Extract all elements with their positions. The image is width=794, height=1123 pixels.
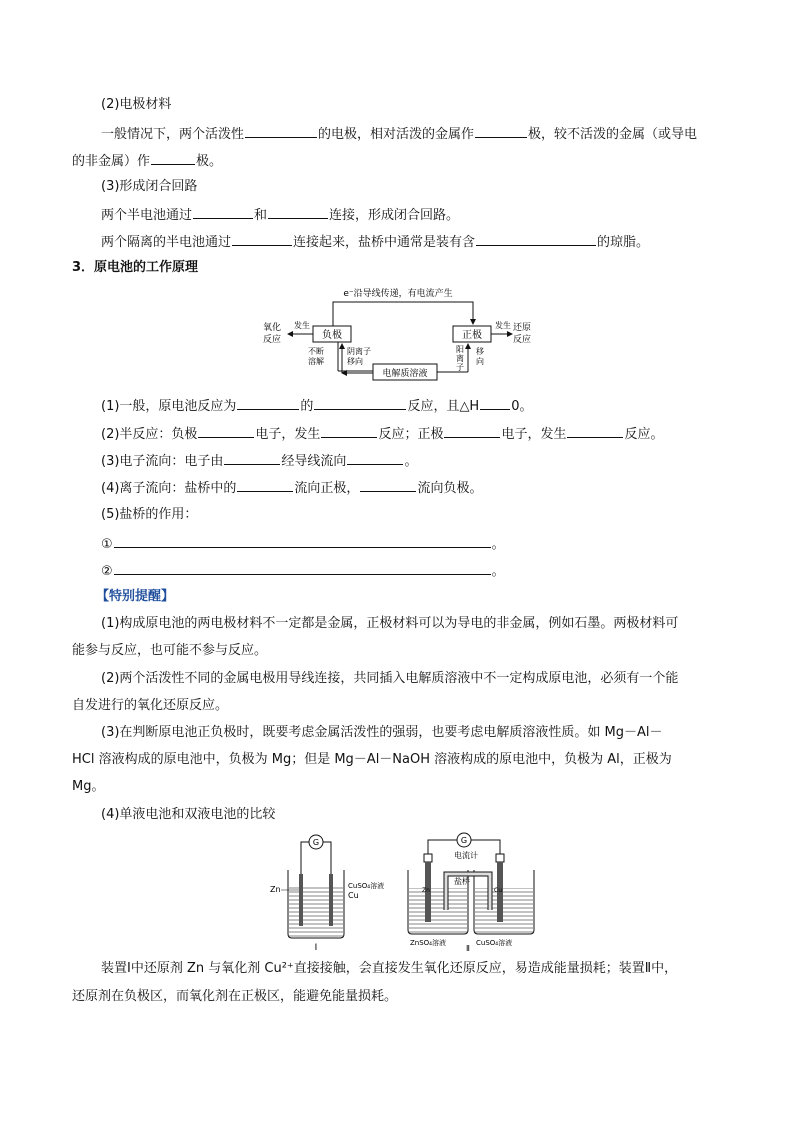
conclusion-line-1: 装置Ⅰ中还原剂 Zn 与氧化剂 Cu²⁺直接接触，会直接发生氧化还原反应，易造成能量损耗；装置Ⅱ中， [101, 961, 678, 976]
cation-label-2: 离 [456, 354, 464, 363]
fill-blank[interactable] [476, 232, 596, 246]
tip-2-line-2: 自发进行的氧化还原反应。 [72, 698, 229, 713]
tip-1-line-2: 能参与反应，也可能不参与反应。 [72, 643, 268, 658]
occur-right-label: 发生 [495, 321, 511, 330]
paragraph-circuit-line2: 两个隔离的半电池通过 连接起来，盐桥中通常是装有含 的琼脂。 [101, 232, 649, 252]
fill-blank[interactable] [347, 451, 403, 465]
fill-blank[interactable] [232, 232, 292, 246]
cell-1-label: Ⅰ [314, 943, 318, 952]
reduction-label-2: 反应 [513, 335, 532, 345]
cuso4-label: CuSO₄溶液 [476, 939, 513, 947]
dissolve-label-1: 不断 [308, 347, 324, 356]
tip-3-line-2: HCl 溶液构成的原电池中，负极为 Mg；但是 Mg－Al－NaOH 溶液构成的原电池中，负极为 Al，正极为 [72, 752, 672, 767]
question-5: (5)盐桥的作用： [101, 507, 198, 522]
fill-blank[interactable] [114, 561, 491, 575]
fill-blank[interactable] [193, 205, 253, 219]
subheading-electrode-material: (2)电极材料 [101, 97, 172, 112]
question-3: (3)电子流向：电子由 经导线流向 。 [101, 451, 417, 471]
cell-comparison-diagram [268, 830, 538, 952]
fill-blank[interactable] [268, 205, 328, 219]
fill-blank[interactable] [237, 478, 293, 492]
negative-electrode-label: 负极 [322, 330, 342, 341]
question-5-item-1: ① 。 [101, 534, 505, 554]
salt-bridge-label: 盐桥 [454, 877, 470, 886]
oxidation-label-1: 氧化 [263, 323, 282, 333]
cuso4-solution-label: CuSO₄溶液 [348, 882, 385, 890]
fill-blank[interactable] [475, 124, 527, 138]
principle-diagram [258, 284, 538, 382]
fill-blank[interactable] [360, 478, 416, 492]
cation-label-3: 子 [456, 363, 464, 372]
question-4: (4)离子流向：盐桥中的 流向正极， 流向负极。 [101, 478, 482, 498]
oxidation-label-2: 反应 [263, 335, 282, 345]
fill-blank[interactable] [198, 424, 254, 438]
fill-blank[interactable] [114, 534, 491, 548]
znso4-label: ZnSO₄溶液 [410, 939, 446, 947]
zn-label: Zn [270, 885, 281, 894]
electrolyte-label: 电解质溶液 [382, 369, 428, 379]
section-title-working-principle: 3．原电池的工作原理 [72, 260, 199, 275]
paragraph-circuit-line1: 两个半电池通过 和 连接，形成闭合回路。 [101, 205, 459, 225]
galvanometer-text: 电流计 [454, 851, 478, 860]
galvanometer-g-label: G [312, 838, 320, 847]
electron-flow-label: e⁻沿导线传递，有电流产生 [343, 289, 453, 299]
cation-move-label-1: 移 [476, 347, 484, 356]
tip-4: (4)单液电池和双液电池的比较 [101, 807, 276, 822]
anion-move-label-2: 移向 [347, 357, 363, 366]
dissolve-label-2: 溶解 [308, 357, 324, 366]
conclusion-line-2: 还原剂在负极区，而氧化剂在正极区，能避免能量损耗。 [72, 989, 398, 1004]
anion-move-label-1: 阴离子 [347, 347, 371, 356]
tip-3-line-1: (3)在判断原电池正负极时，既要考虑金属活泼性的强弱，也要考虑电解质溶液性质。如 Mg－Al－ [101, 725, 663, 740]
tip-2-line-1: (2)两个活泼性不同的金属电极用导线连接，共同插入电解质溶液中不一定构成原电池，必须有一个能 [101, 671, 679, 686]
question-5-item-2: ② 。 [101, 561, 505, 581]
occur-left-label: 发生 [294, 321, 310, 330]
cell-2-label: Ⅱ [466, 944, 470, 952]
fill-blank[interactable] [314, 396, 406, 410]
special-tips-label: 【特别提醒】 [96, 589, 175, 604]
subheading-closed-circuit: (3)形成闭合回路 [101, 179, 198, 194]
fill-blank[interactable] [245, 124, 317, 138]
cation-label-1: 阳 [456, 345, 464, 354]
fill-blank[interactable] [321, 424, 377, 438]
fill-blank[interactable] [567, 424, 623, 438]
zn-electrode [299, 874, 303, 926]
fill-blank[interactable] [224, 451, 280, 465]
cation-move-label-2: 向 [476, 357, 484, 366]
cu-electrode [329, 874, 333, 926]
reduction-label-1: 还原 [513, 323, 532, 333]
paragraph-electrode-line2: 的非金属）作 极。 [72, 151, 222, 171]
cu-label: Cu [348, 891, 359, 900]
tip-3-line-3: Mg。 [72, 779, 105, 794]
galvanometer-2-g-label: G [460, 836, 468, 845]
question-1: (1)一般，原电池反应为 的 反应，且△H 0。 [101, 396, 533, 416]
fill-blank[interactable] [444, 424, 500, 438]
zn-small-label: Zn [422, 887, 430, 894]
cu-small-label: Cu [494, 887, 502, 894]
positive-electrode-label: 正极 [462, 330, 482, 341]
fill-blank[interactable] [237, 396, 299, 410]
fill-blank[interactable] [151, 151, 195, 165]
tip-1-line-1: (1)构成原电池的两电极材料不一定都是金属，正极材料可以为导电的非金属，例如石墨。两极材料可 [101, 616, 679, 631]
question-2: (2)半反应：负极 电子，发生 反应；正极 电子，发生 反应。 [101, 424, 663, 444]
paragraph-electrode-line1: 一般情况下，两个活泼性 的电极，相对活泼的金属作 极，较不活泼的金属（或导电 [101, 124, 697, 144]
fill-blank[interactable] [480, 396, 510, 410]
